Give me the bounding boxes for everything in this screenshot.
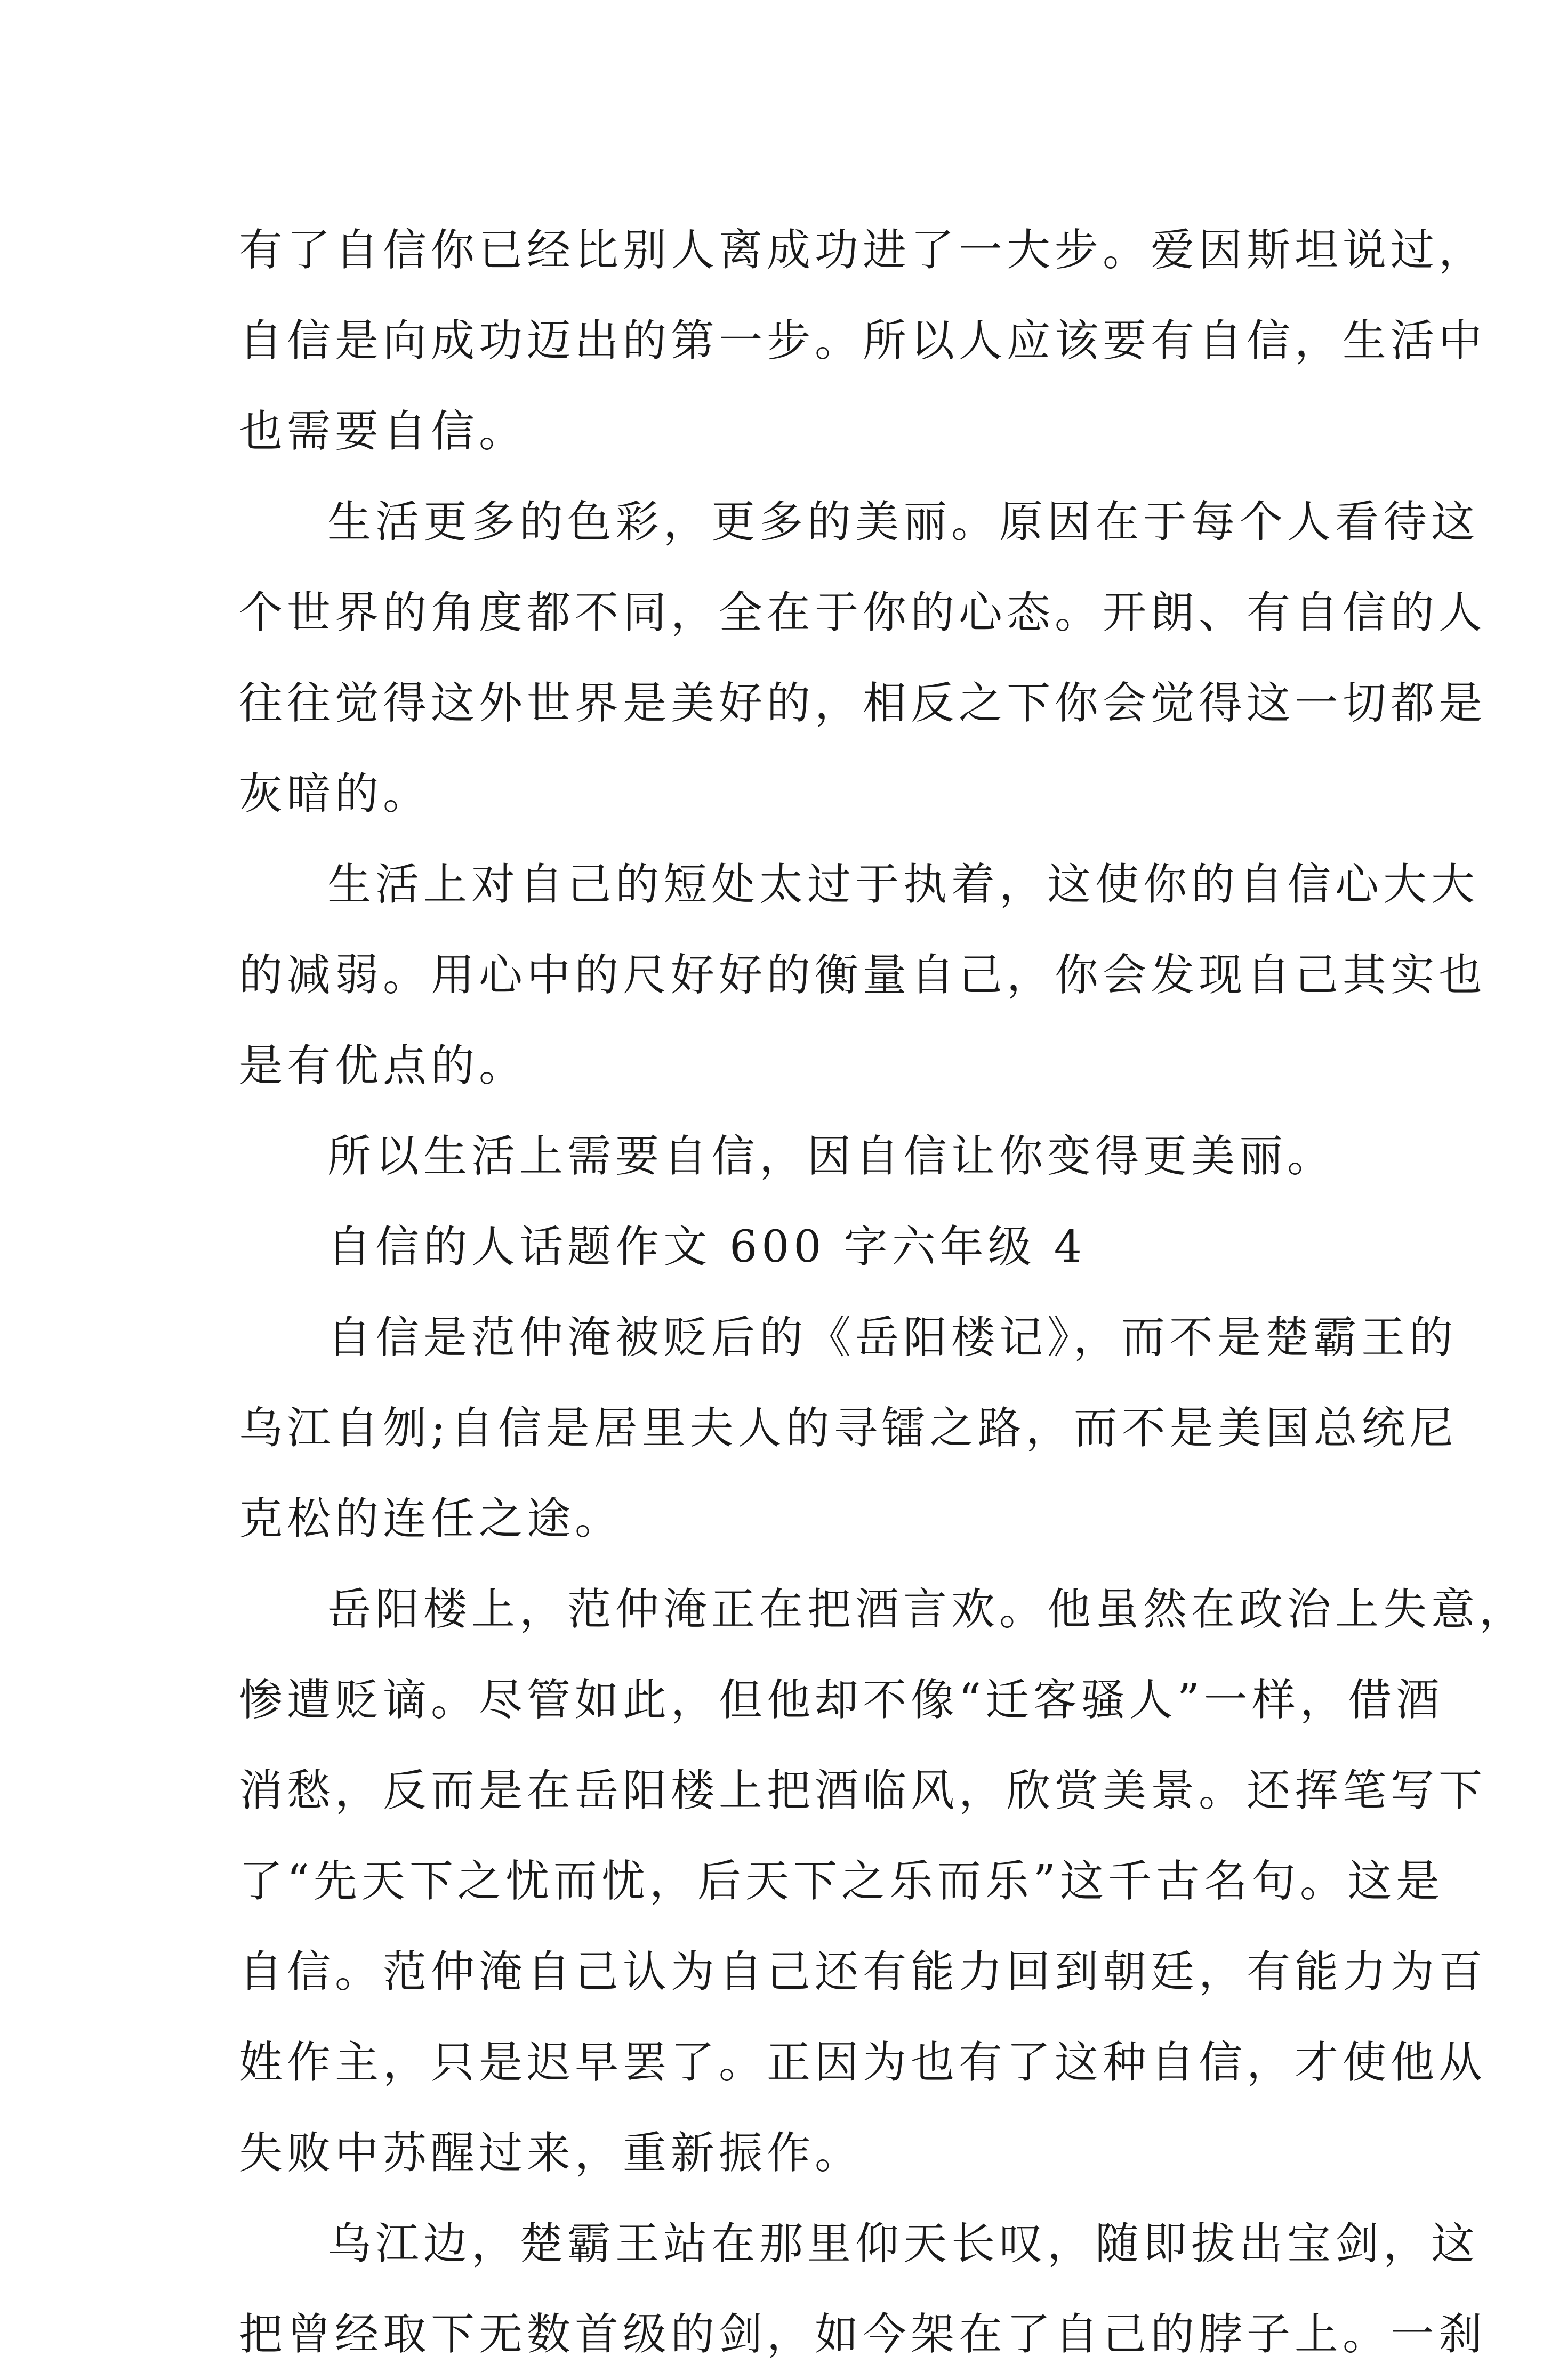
text-line: 克松的连任之途。 [239,1494,623,1544]
text-line: 个世界的角度都不同，全在于你的心态。开朗、有自信的人 [239,587,1487,638]
text-line: 惨遭贬谪。尽管如此，但他却不像“迁客骚人”一样，借酒 [239,1675,1444,1725]
text-line: 姓作主，只是迟早罢了。正因为也有了这种自信，才使他从 [239,2037,1487,2088]
text-line: 消愁，反而是在岳阳楼上把酒临风，欣赏美景。还挥笔写下 [239,1765,1487,1816]
text-line: 的减弱。用心中的尺好好的衡量自己，你会发现自己其实也 [239,950,1487,1001]
paragraph [239,840,1487,1111]
text-line: 乌江边，楚霸王站在那里仰天长叹，随即拔出宝剑，这 [327,2218,1480,2269]
text-line: 往往觉得这外世界是美好的，相反之下你会觉得这一切都是 [239,678,1487,729]
text-line: 生活上对自己的短处太过于执着，这使你的自信心大大 [327,859,1480,910]
text-line: 失败中苏醒过来，重新振作。 [239,2128,863,2179]
text-line: 把曾经取下无数首级的剑，如今架在了自己的脖子上。一刹 [239,2309,1487,2360]
text-line: 所以生活上需要自信，因自信让你变得更美丽。 [327,1131,1336,1182]
text-line: 灰暗的。 [239,769,431,819]
paragraph [239,1293,1458,1564]
section-heading [239,1202,1321,1293]
paragraph [239,205,1487,477]
heading-line: 自信的人话题作文 600 字六年级 4 [327,1222,1086,1272]
text-line: 乌江自刎;自信是居里夫人的寻镭之路，而不是美国总统尼 [239,1403,1458,1454]
text-line: 是有优点的。 [239,1040,527,1091]
text-line: 生活更多的色彩，更多的美丽。原因在于每个人看待这 [327,497,1480,547]
paragraph [239,2199,1487,2380]
text-line: 也需要自信。 [239,406,527,457]
paragraph [239,1564,1528,2199]
text-line: 自信是向成功迈出的第一步。所以人应该要有自信，生活中 [239,316,1487,366]
text-line: 岳阳楼上，范仲淹正在把酒言欢。他虽然在政治上失意， [327,1584,1528,1635]
text-line: 有了自信你已经比别人离成功进了一大步。爱因斯坦说过， [239,225,1487,276]
text-line: 自信。范仲淹自己认为自己还有能力回到朝廷，有能力为百 [239,1947,1487,1997]
text-line: 了“先天下之忧而忧，后天下之乐而乐”这千古名句。这是 [239,1856,1444,1907]
essay-body [239,205,1528,2380]
text-line: 自信是范仲淹被贬后的《岳阳楼记》，而不是楚霸王的 [327,1312,1458,1363]
paragraph [239,477,1487,840]
paragraph [239,1111,1336,1202]
